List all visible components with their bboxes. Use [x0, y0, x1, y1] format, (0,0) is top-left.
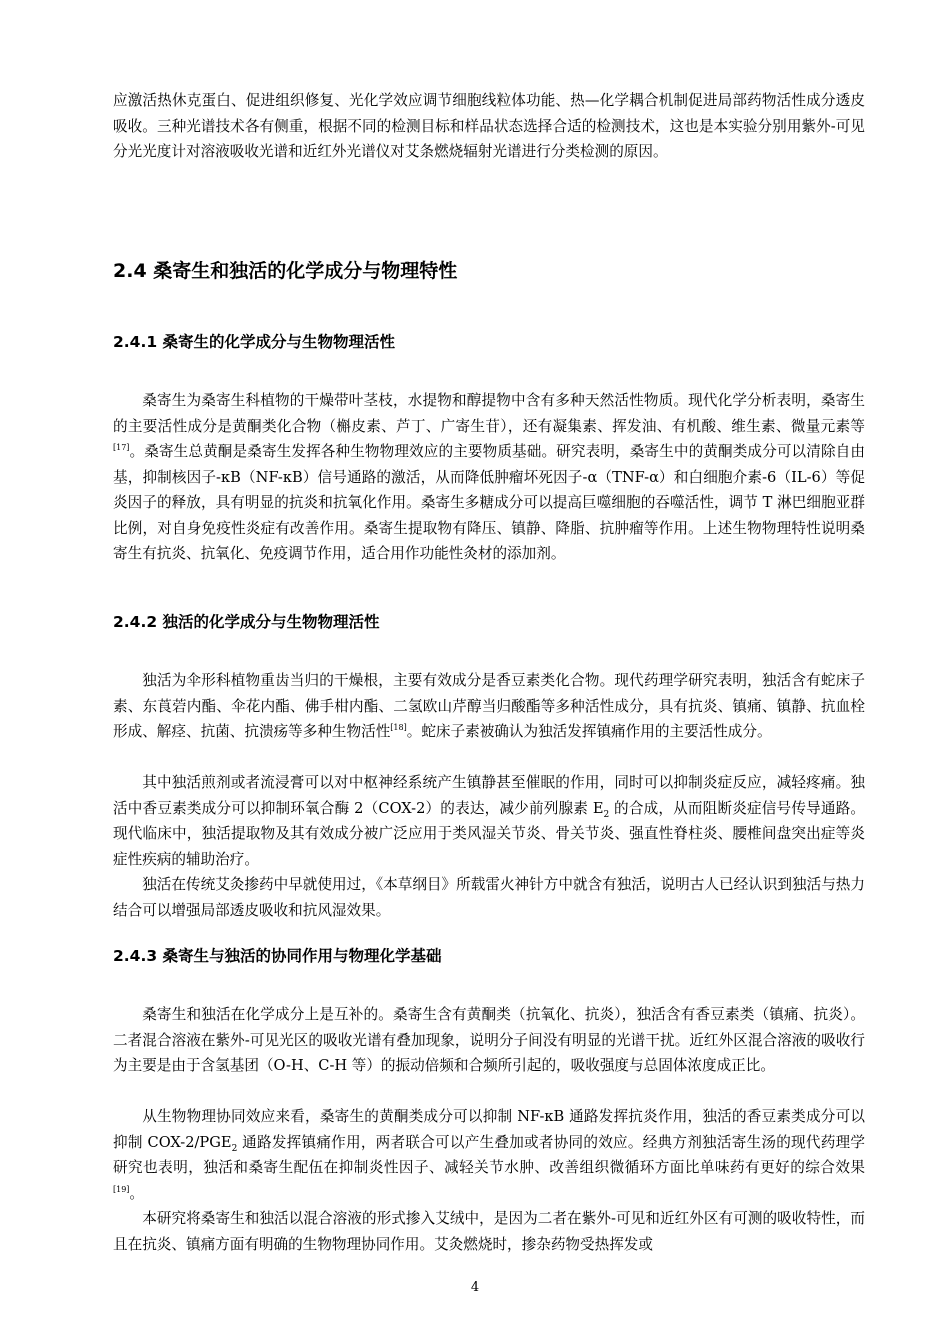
paragraph-2-4-3-3: 本研究将桑寄生和独活以混合溶液的形式掺入艾绒中，是因为二者在紫外-可见和近红外区有可测的吸收特性，而且在抗炎、镇痛方面有明确的生物物理协同作用。艾灸燃烧时，掺杂药物受热挥发或: [113, 1210, 865, 1253]
paragraph-2-4-3-1: 桑寄生和独活在化学成分上是互补的。桑寄生含有黄酮类（抗氧化、抗炎），独活含有香豆素类（镇痛、抗炎）。二者混合溶液在紫外-可见光区的吸收光谱有叠加现象，说明分子间没有明显的光谱干扰。近红外区混合溶液的吸收行为主要是由于含氢基团（O-H、C-H 等）的振动倍频和合频所引起的，吸收强度与总固体浓度成正比。: [113, 1006, 865, 1074]
text-run: 。蛇床子素被确认为独活发挥镇痛作用的主要活性成分。: [406, 723, 772, 740]
paragraph-2-4-1-1: [113, 388, 865, 567]
subscript: 2: [231, 1143, 238, 1154]
subsection-heading-2-4-2: 2.4.2 独活的化学成分与生物物理活性: [113, 613, 380, 631]
text-run: 桑寄生为桑寄生科植物的干燥带叶茎枝，水提物和醇提物中含有多种天然活性物质。现代化学分析表明，桑寄生的主要活性成分是黄酮类化合物（槲皮素、芦丁、广寄生苷），还有凝集素、挥发油、有机酸、维生素、微量元素等: [113, 392, 865, 435]
section-heading-2-4: 2.4 桑寄生和独活的化学成分与物理特性: [113, 260, 458, 282]
text-run: 。桑寄生总黄酮是桑寄生发挥各种生物物理效应的主要物质基础。研究表明，桑寄生中的黄酮类成分可以清除自由基，抑制核因子-κB（NF-κB）信号通路的激活，从而降低肿瘤坏死因子-α（TNF-α）和白细胞介素-6（IL-6）等促炎因子的释放，具有明显的抗炎和抗氧化作用。桑寄生多糖成分可以提高巨噬细胞的吞噬活性，调节 T 淋巴细胞亚群比例，对自身免疫性炎症有改善作用。桑寄生提取物有降压、镇静、降脂、抗肿瘤等作用。上述生物物理特性说明桑寄生有抗炎、抗氧化、免疫调节作用，适合用作功能性灸材的添加剂。: [113, 443, 865, 562]
paragraph-2-4-2-1: [113, 668, 865, 745]
intro-paragraph: 应激活热休克蛋白、促进组织修复、光化学效应调节细胞线粒体功能、热—化学耦合机制促进局部药物活性成分透皮吸收。三种光谱技术各有侧重，根据不同的检测目标和样品状态选择合适的检测技术，这也是本实验分别用紫外-可见分光光度计对溶液吸收光谱和近红外光谱仪对艾条燃烧辐射光谱进行分类检测的原因。: [113, 92, 865, 160]
text-run: 其中独活煎剂或者流浸膏可以对中枢神经系统产生镇静甚至催眠的作用，同时可以抑制炎症反应，减轻疼痛。独活中香豆素类成分可以抑制环氧合酶 2（COX-2）的表达，减少前列腺素 E: [113, 774, 865, 817]
citation-ref: [18]: [390, 723, 407, 733]
subsection-heading-2-4-3: 2.4.3 桑寄生与独活的协同作用与物理化学基础: [113, 947, 442, 965]
citation-ref: [19]: [113, 1184, 130, 1194]
paragraph-2-4-2-3: 独活在传统艾灸掺药中早就使用过，《本草纲目》所载雷火神针方中就含有独活，说明古人已经认识到独活与热力结合可以增强局部透皮吸收和抗风湿效果。: [113, 876, 865, 919]
subscript: 2: [603, 809, 610, 820]
page-number: 4: [470, 1280, 480, 1295]
paragraph-2-4-3-2: [113, 1104, 865, 1206]
text-run: 通路发挥镇痛作用，两者联合可以产生叠加或者协同的效应。经典方剂独活寄生汤的现代药理学研究也表明，独活和桑寄生配伍在抑制炎性因子、减轻关节水肿、改善组织微循环方面比单味药有更好的综合效果: [113, 1133, 865, 1176]
text-run: 从生物物理协同效应来看，桑寄生的黄酮类成分可以抑制 NF-κB 通路发挥抗炎作用，独活的香豆素类成分可以抑制 COX-2/PGE: [113, 1108, 865, 1151]
citation-ref: [17]: [113, 443, 130, 453]
text-run: 。: [129, 1184, 145, 1202]
text-run: 的合成，从而阻断炎症信号传导通路。现代临床中，独活提取物及其有效成分被广泛应用于类风湿关节炎、骨关节炎、强直性脊柱炎、腰椎间盘突出症等炎症性疾病的辅助治疗。: [113, 799, 865, 868]
text-run: 独活为伞形科植物重齿当归的干燥根，主要有效成分是香豆素类化合物。现代药理学研究表明，独活含有蛇床子素、东莨菪内酯、伞花内酯、佛手柑内酯、二氢欧山芹醇当归酸酯等多种活性成分，具有抗炎、镇痛、镇静、抗血栓形成、解痉、抗菌、抗溃疡等多种生物活性: [113, 672, 865, 740]
subsection-heading-2-4-1: 2.4.1 桑寄生的化学成分与生物物理活性: [113, 333, 396, 351]
paragraph-2-4-2-2: [113, 770, 865, 872]
